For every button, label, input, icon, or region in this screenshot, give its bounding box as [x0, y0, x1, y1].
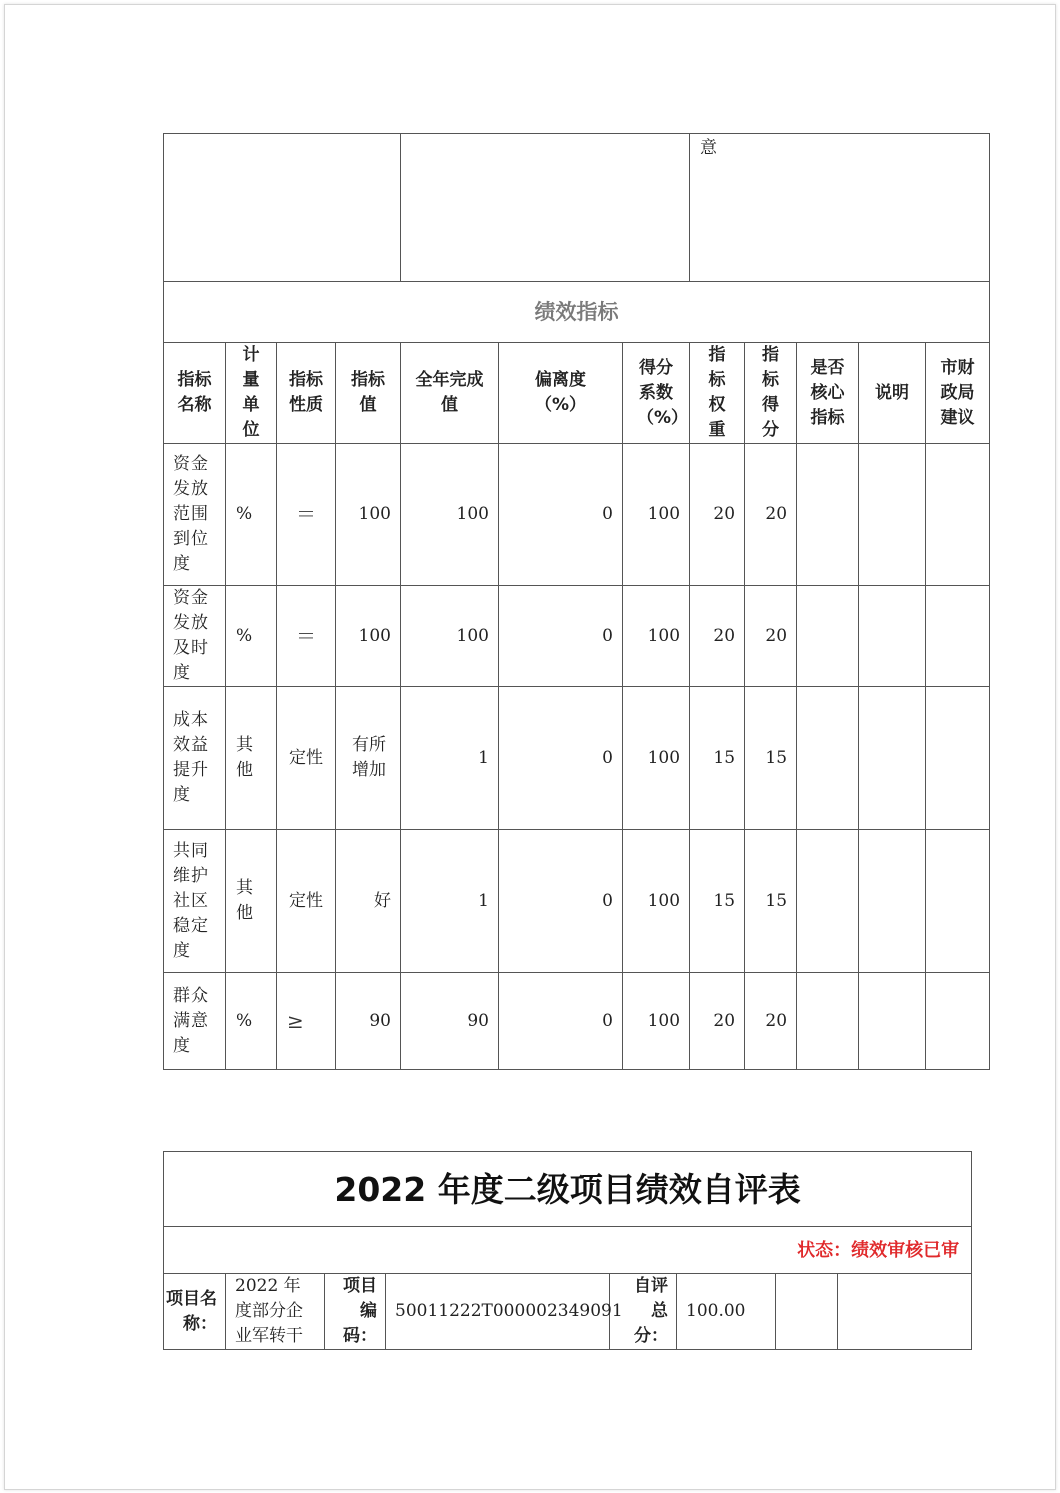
indicator-deviation: 0: [499, 444, 623, 586]
indicator-coefficient: 100: [623, 973, 690, 1070]
indicator-deviation: 0: [499, 586, 623, 687]
indicator-nature: ＝: [277, 444, 336, 586]
table-row: [164, 444, 990, 586]
indicator-nature: 定性: [277, 687, 336, 830]
indicator-deviation: 0: [499, 687, 623, 830]
form-status-row: [164, 1227, 972, 1274]
header-coefficient: 得分系数（%）: [623, 343, 690, 444]
fragment-cell-2: [401, 134, 690, 282]
top-fragment-row: [164, 134, 990, 282]
indicator-weight: 15: [690, 830, 745, 973]
header-deviation: 偏离度（%）: [499, 343, 623, 444]
indicator-core: [797, 830, 859, 973]
indicator-name: 资金发放及时度: [164, 586, 226, 687]
indicator-actual: 1: [401, 830, 499, 973]
indicator-core: [797, 586, 859, 687]
project-code-value: 50011222T000002349091: [386, 1274, 610, 1350]
status-text: 状态：绩效审核已审: [164, 1227, 972, 1274]
indicator-note: [859, 830, 926, 973]
section-title-row: [164, 282, 990, 343]
indicator-name: 成本效益提升度: [164, 687, 226, 830]
header-indicator-name: 指标名称: [164, 343, 226, 444]
indicator-advice: [926, 973, 990, 1070]
indicator-coefficient: 100: [623, 586, 690, 687]
indicator-nature: 定性: [277, 830, 336, 973]
table-row: [164, 973, 990, 1070]
indicator-unit: %: [226, 973, 277, 1070]
indicator-value: 100: [336, 444, 401, 586]
indicator-value: 90: [336, 973, 401, 1070]
indicator-core: [797, 687, 859, 830]
indicator-unit: 其他: [226, 687, 277, 830]
indicator-coefficient: 100: [623, 687, 690, 830]
indicator-advice: [926, 830, 990, 973]
indicator-value: 好: [336, 830, 401, 973]
project-code-label: 项目编码：: [325, 1274, 386, 1350]
indicator-note: [859, 586, 926, 687]
indicator-nature: ＝: [277, 586, 336, 687]
header-core: 是否核心指标: [797, 343, 859, 444]
indicator-actual: 100: [401, 586, 499, 687]
form-empty-cell: [776, 1274, 838, 1350]
section-title: 绩效指标: [164, 282, 990, 343]
header-actual: 全年完成值: [401, 343, 499, 444]
indicator-score: 20: [745, 973, 797, 1070]
indicator-actual: 100: [401, 444, 499, 586]
self-score-label: 自评总分：: [610, 1274, 677, 1350]
header-row: [164, 343, 990, 444]
self-score-value: 100.00: [677, 1274, 776, 1350]
table-row: [164, 687, 990, 830]
table-row: [164, 586, 990, 687]
indicator-actual: 1: [401, 687, 499, 830]
indicator-value: 有所增加: [336, 687, 401, 830]
indicator-score: 20: [745, 586, 797, 687]
header-weight: 指标权重: [690, 343, 745, 444]
indicator-weight: 20: [690, 444, 745, 586]
indicator-score: 15: [745, 830, 797, 973]
indicator-weight: 20: [690, 973, 745, 1070]
indicator-advice: [926, 687, 990, 830]
project-name-label: 项目名称：: [164, 1274, 226, 1350]
indicator-unit: 其他: [226, 830, 277, 973]
form-title-row: [164, 1152, 972, 1227]
indicator-core: [797, 973, 859, 1070]
self-evaluation-form: [163, 1151, 972, 1350]
fragment-cell-3: [690, 134, 990, 282]
form-empty-cell: [838, 1274, 972, 1350]
indicator-note: [859, 973, 926, 1070]
fragment-text: 意: [700, 138, 718, 158]
project-name-value: 2022 年度部分企业军转干: [226, 1274, 325, 1350]
fragment-cell-1: [164, 134, 401, 282]
indicator-deviation: 0: [499, 973, 623, 1070]
performance-table: [163, 133, 990, 1070]
header-value: 指标值: [336, 343, 401, 444]
indicator-note: [859, 687, 926, 830]
indicator-value: 100: [336, 586, 401, 687]
form-info-row: [164, 1274, 972, 1350]
indicator-weight: 20: [690, 586, 745, 687]
header-note: 说明: [859, 343, 926, 444]
indicator-name: 群众满意度: [164, 973, 226, 1070]
form-title: 2022 年度二级项目绩效自评表: [164, 1152, 972, 1227]
indicator-advice: [926, 444, 990, 586]
table-row: [164, 830, 990, 973]
indicator-coefficient: 100: [623, 830, 690, 973]
indicator-coefficient: 100: [623, 444, 690, 586]
header-unit: 计量单位: [226, 343, 277, 444]
indicator-unit: %: [226, 586, 277, 687]
indicator-unit: %: [226, 444, 277, 586]
indicator-actual: 90: [401, 973, 499, 1070]
indicator-weight: 15: [690, 687, 745, 830]
indicator-core: [797, 444, 859, 586]
indicator-score: 20: [745, 444, 797, 586]
indicator-name: 资金发放范围到位度: [164, 444, 226, 586]
header-score: 指标得分: [745, 343, 797, 444]
indicator-deviation: 0: [499, 830, 623, 973]
indicator-nature: ≥: [277, 973, 336, 1070]
header-advice: 市财政局建议: [926, 343, 990, 444]
header-nature: 指标性质: [277, 343, 336, 444]
indicator-score: 15: [745, 687, 797, 830]
indicator-advice: [926, 586, 990, 687]
indicator-name: 共同维护社区稳定度: [164, 830, 226, 973]
indicator-note: [859, 444, 926, 586]
